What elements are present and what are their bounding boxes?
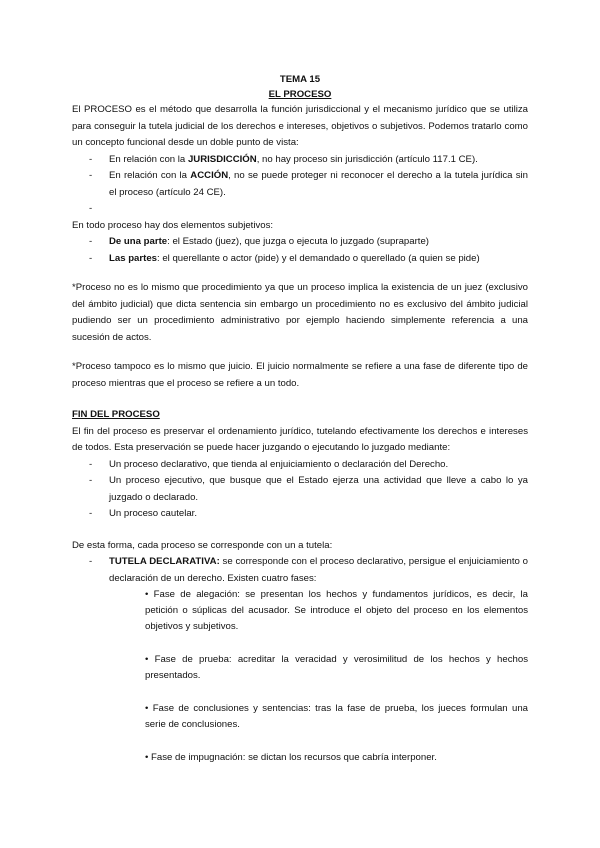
list-item [72,168,528,201]
list-item [72,251,528,268]
bullet-marker: - [89,170,93,181]
item-text: En relación con la [109,153,188,165]
bullet-marker: - [89,252,93,264]
item-text: Un proceso cautelar. [109,508,197,519]
intro-paragraph: El PROCESO es el método que desarrolla la función jurisdiccional y el mecanismo jurídico que se utiliza para conseguir la tutela judicial de los derechos e intereses, objetivos o subjetivos. Podemos tratarlo como un concepto funcional desde un doble punto de vista: [72,104,528,148]
list-item [72,234,528,251]
list-item [72,506,528,523]
list-item [72,554,528,587]
phase-prueba: • Fase de prueba: acreditar la veracidad y verosimilitud de los hechos y hechos presentados. [145,654,528,681]
bullet-marker: - [89,236,93,247]
phase-conclusiones: • Fase de conclusiones y sentencias: tras la fase de prueba, los jueces formulan una serie de conclusiones. [145,703,528,730]
phase-alegacion: • Fase de alegación: se presentan los hechos y fundamentos jurídicos, es decir, la petición o súplicas del acusador. Se introduce el objeto del proceso en los elementos objetivos y subjetivos. [145,589,528,632]
subjects-intro: En todo proceso hay dos elementos subjetivos: [72,219,274,231]
tutela-intro: De esta forma, cada proceso se corresponde con un a tutela: [72,539,333,551]
bullet-marker: - [89,508,93,519]
viewpoint-list [72,152,528,218]
item-text: Un proceso declarativo, que tienda al enjuiciamiento o declaración del Derecho. [109,458,449,470]
list-item [72,473,528,506]
bullet-marker: - [89,203,93,214]
item-text: : el Estado (juez), que juzga o ejecuta lo juzgado (supraparte) [167,236,429,247]
item-keyword: De una parte [109,236,168,247]
note-proceso-juicio: *Proceso tampoco es lo mismo que juicio. El juicio normalmente se refiere a una fase de diferente tipo de proceso mientras que el proceso se refiere a un todo. [72,361,528,389]
phase-impugnacion: • Fase de impugnación: se dictan los recursos que cabría interponer. [145,752,437,763]
bullet-marker: - [89,458,93,470]
fin-paragraph: El fin del proceso es preservar el ordenamiento jurídico, tutelando efectivamente los derechos e intereses de todos. Esta preservación se puede hacer juzgando o ejecutando lo juzgado mediante: [72,425,528,453]
document-subtitle: EL PROCESO [268,89,332,100]
fin-list [72,457,528,523]
list-item-empty [72,201,528,218]
item-text: , no hay proceso sin jurisdicción (artículo 117.1 CE). [256,153,478,165]
item-text: se corresponde con el proceso declarativo, persigue el enjuiciamiento o declaración de un derecho. Existen cuatro fases: [109,556,528,584]
note-proceso-procedimiento: *Proceso no es lo mismo que procedimiento ya que un proceso implica la existencia de un juez (exclusivo del ámbito judicial) que dicta sentencia sin embargo un procedimiento no es exclusivo del ámbito judicial pudiendo ser un procedimiento administrativo por ejemplo haciendo simplemente referencia a una sucesión de actos. [72,282,528,343]
item-text: Un proceso ejecutivo, que busque que el Estado ejerza una actividad que lleve a cabo lo ya juzgado o declarado. [109,475,528,503]
section-title-fin: FIN DEL PROCESO [72,409,160,420]
tutela-list [72,554,528,587]
item-keyword: TUTELA DECLARATIVA: [109,556,220,567]
item-keyword: ACCIÓN [190,170,229,181]
item-text: : el querellante o actor (pide) y el demandado o querellado (a quien se pide) [157,252,480,264]
bullet-marker: - [89,556,93,567]
list-item [72,152,528,169]
document-title: TEMA 15 [279,74,321,85]
bullet-marker: - [89,475,93,486]
phases-list [145,587,528,766]
item-text: , no se puede proteger ni reconocer el derecho a la tutela jurídica sin el proceso (artículo 24 CE). [109,170,528,198]
item-keyword: Las partes [109,252,157,264]
list-item [72,457,528,474]
item-text: En relación con la [109,170,191,181]
bullet-marker: - [89,153,93,165]
item-keyword: JURISDICCIÓN [187,153,257,165]
subjects-list [72,234,528,267]
document-page [72,72,528,766]
